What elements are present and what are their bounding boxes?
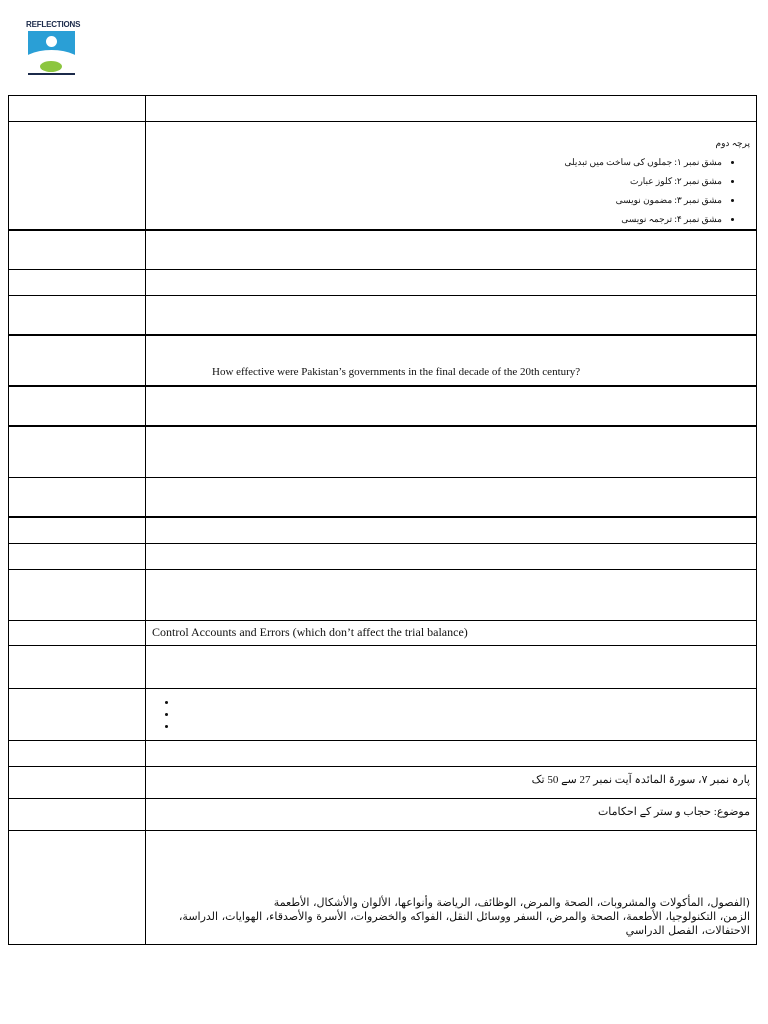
table-row bbox=[9, 766, 757, 798]
list-item bbox=[178, 721, 750, 733]
arabic-topics-line: الزمن، التكنولوجيا، الأطعمة، الصحة والمرض، السفر ووسائل النقل، الفواكه والخضروات، الأسرة والأصدقاء، الهوايات، الدراسة، bbox=[178, 909, 750, 923]
table-row bbox=[9, 688, 757, 740]
history-topic-cell bbox=[146, 335, 757, 386]
logo-underline bbox=[28, 73, 75, 75]
urdu-paper-heading: پرچہ دوم bbox=[715, 138, 750, 148]
row-label-cell bbox=[9, 122, 146, 231]
logo-oval-icon bbox=[40, 61, 62, 72]
table-row bbox=[9, 386, 757, 426]
list-item bbox=[178, 709, 750, 721]
table-row bbox=[9, 426, 757, 477]
islamiat-topic-text: موضوع: حجاب و ستر کے احکامات bbox=[597, 805, 750, 818]
list-item: • مشق نمبر ۴: ترجمہ نویسی bbox=[152, 210, 722, 229]
row-content-cell bbox=[146, 96, 757, 122]
table-row bbox=[9, 620, 757, 645]
table-row bbox=[9, 798, 757, 830]
table-row bbox=[9, 543, 757, 569]
table-row bbox=[9, 830, 757, 944]
urdu-paper-cell bbox=[146, 122, 757, 231]
islamiat-topic-cell bbox=[146, 798, 757, 830]
table-row bbox=[9, 335, 757, 386]
arabic-topics-line: الاحتفالات، الفصل الدراسي bbox=[625, 923, 750, 937]
list-item bbox=[178, 697, 750, 709]
table-row bbox=[9, 295, 757, 335]
empty-bullet-list bbox=[152, 697, 750, 733]
table-row bbox=[9, 569, 757, 620]
table-row bbox=[9, 517, 757, 543]
list-item: • مشق نمبر ۱: جملوں کی ساخت میں تبدیلی bbox=[152, 153, 722, 172]
table-row bbox=[9, 645, 757, 688]
bullet-list-cell bbox=[146, 688, 757, 740]
history-topic-text: How effective were Pakistan’s governments in the final decade of the 20th century? bbox=[212, 366, 581, 378]
table-row bbox=[9, 230, 757, 269]
table-row bbox=[9, 96, 757, 122]
urdu-exercise-list bbox=[152, 153, 750, 229]
curriculum-table bbox=[8, 95, 757, 945]
table-row bbox=[9, 740, 757, 766]
quran-topic-cell bbox=[146, 766, 757, 798]
accounts-topic-text: Control Accounts and Errors (which don’t affect the trial balance) bbox=[152, 624, 468, 639]
list-item: • مشق نمبر ۳: مضمون نویسی bbox=[152, 191, 722, 210]
accounts-topic-cell bbox=[146, 620, 757, 645]
list-item: • مشق نمبر ۲: کلوز عبارت bbox=[152, 172, 722, 191]
row-label-cell bbox=[9, 96, 146, 122]
table-row bbox=[9, 269, 757, 295]
table-row bbox=[9, 477, 757, 517]
quran-topic-text: پارہ نمبر ۷، سورۃ المائدہ آیت نمبر 27 سے 50 تک bbox=[531, 773, 750, 786]
arabic-topics-cell bbox=[146, 830, 757, 944]
logo-wordmark: REFLECTIONS bbox=[26, 20, 81, 29]
reflections-logo bbox=[26, 20, 81, 76]
table-row bbox=[9, 122, 757, 231]
arabic-topics-line: (الفصول، المأكولات والمشروبات، الصحة والمرض، الوظائف، الرياضة وأنواعها، الألوان والأشكال، الأطعمة bbox=[273, 895, 750, 909]
